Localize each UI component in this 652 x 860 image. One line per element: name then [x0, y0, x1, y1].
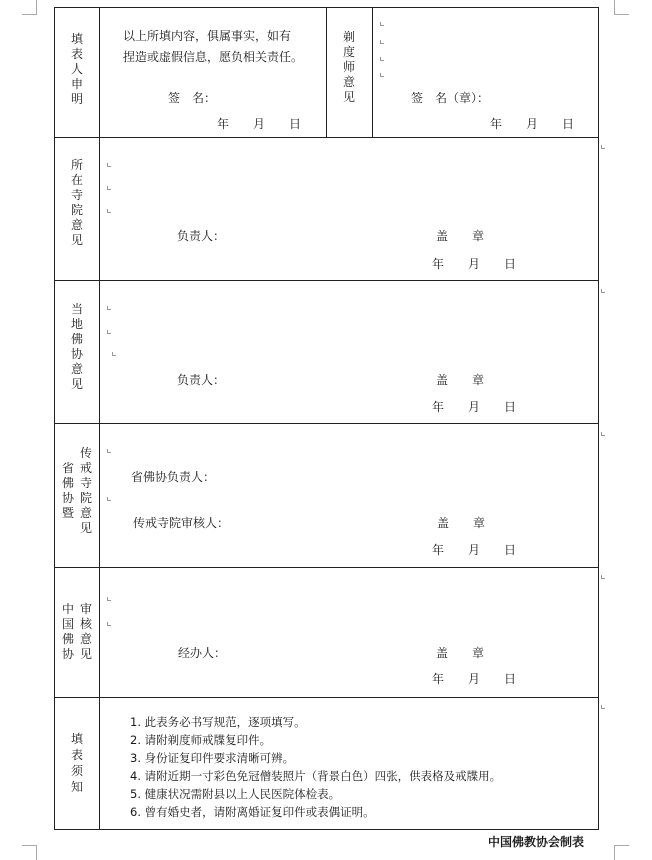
temple-person-label: 负责人：	[177, 229, 226, 243]
declaration-sign-label: 签 名：	[168, 91, 217, 105]
declaration-date: 年 月 日	[217, 117, 302, 131]
paragraph-mark	[380, 57, 384, 61]
local-person-label: 负责人：	[177, 373, 226, 387]
notes-label: 填 表 须 知	[70, 732, 83, 794]
crop-mark	[614, 845, 629, 860]
paragraph-mark	[107, 497, 111, 501]
paragraph-mark	[107, 306, 111, 310]
crop-mark	[614, 0, 629, 15]
paragraph-mark	[601, 575, 605, 579]
national-date: 年 月 日	[432, 672, 517, 686]
declaration-text-line2: 捏造或虚假信息，愿负相关责任。	[123, 50, 304, 64]
footer-issuer: 中国佛教协会制表	[487, 835, 584, 849]
national-person-label: 经办人：	[178, 646, 227, 660]
paragraph-mark	[601, 145, 605, 149]
paragraph-mark	[107, 330, 111, 334]
paragraph-mark	[601, 432, 605, 436]
notes-item: 6. 曾有婚史者，请附离婚证复印件或表偶证明。	[130, 805, 375, 819]
paragraph-mark	[601, 289, 605, 293]
notes-item: 1. 此表务必书写规范，逐项填写。	[130, 715, 306, 729]
temple-seal-label: 盖 章	[436, 229, 485, 243]
paragraph-mark	[107, 163, 111, 167]
notes-item: 3. 身份证复印件要求清晰可辨。	[130, 751, 295, 765]
paragraph-mark	[107, 209, 111, 213]
master-sign-label: 签 名（章）：	[411, 91, 490, 105]
paragraph-mark	[107, 622, 111, 626]
national-seal-label: 盖 章	[436, 646, 485, 660]
national-label-left: 中 国 佛 协	[61, 602, 74, 661]
notes-item: 5. 健康状况需附县以上人民医院体检表。	[130, 787, 341, 801]
local-seal-label: 盖 章	[436, 373, 485, 387]
provincial-date: 年 月 日	[432, 543, 517, 557]
paragraph-mark	[380, 22, 384, 26]
provincial-label-right: 传 戒 寺 院 意 见	[79, 446, 92, 535]
paragraph-mark	[112, 352, 116, 356]
master-label: 剃 度 师 意 见	[342, 30, 355, 104]
provincial-person1-label: 省佛协负责人：	[131, 470, 216, 484]
declaration-text-line1: 以上所填内容，俱属事实，如有	[123, 29, 292, 43]
temple-label: 所 在 寺 院 意 见	[70, 158, 83, 247]
paragraph-mark	[601, 705, 605, 709]
paragraph-mark	[380, 40, 384, 44]
paragraph-mark	[107, 597, 111, 601]
notes-item: 4. 请附近期一寸彩色免冠僧装照片（背景白色）四张，供表格及戒牒用。	[130, 769, 502, 783]
paragraph-mark	[380, 73, 384, 77]
temple-date: 年 月 日	[432, 257, 517, 271]
crop-mark	[22, 0, 37, 15]
provincial-label-left: 省 佛 协 暨	[61, 461, 74, 520]
crop-mark	[22, 845, 37, 860]
local-label: 当 地 佛 协 意 见	[70, 302, 83, 391]
provincial-person2-label: 传戒寺院审核人：	[133, 516, 230, 530]
provincial-seal-label: 盖 章	[437, 516, 486, 530]
paragraph-mark	[107, 449, 111, 453]
national-label-right: 审 核 意 见	[79, 602, 92, 661]
local-date: 年 月 日	[432, 400, 517, 414]
paragraph-mark	[107, 186, 111, 190]
master-date: 年 月 日	[490, 117, 575, 131]
notes-item: 2. 请附剃度师戒牒复印件。	[130, 733, 272, 747]
declaration-label: 填 表 人 申 明	[70, 32, 83, 106]
